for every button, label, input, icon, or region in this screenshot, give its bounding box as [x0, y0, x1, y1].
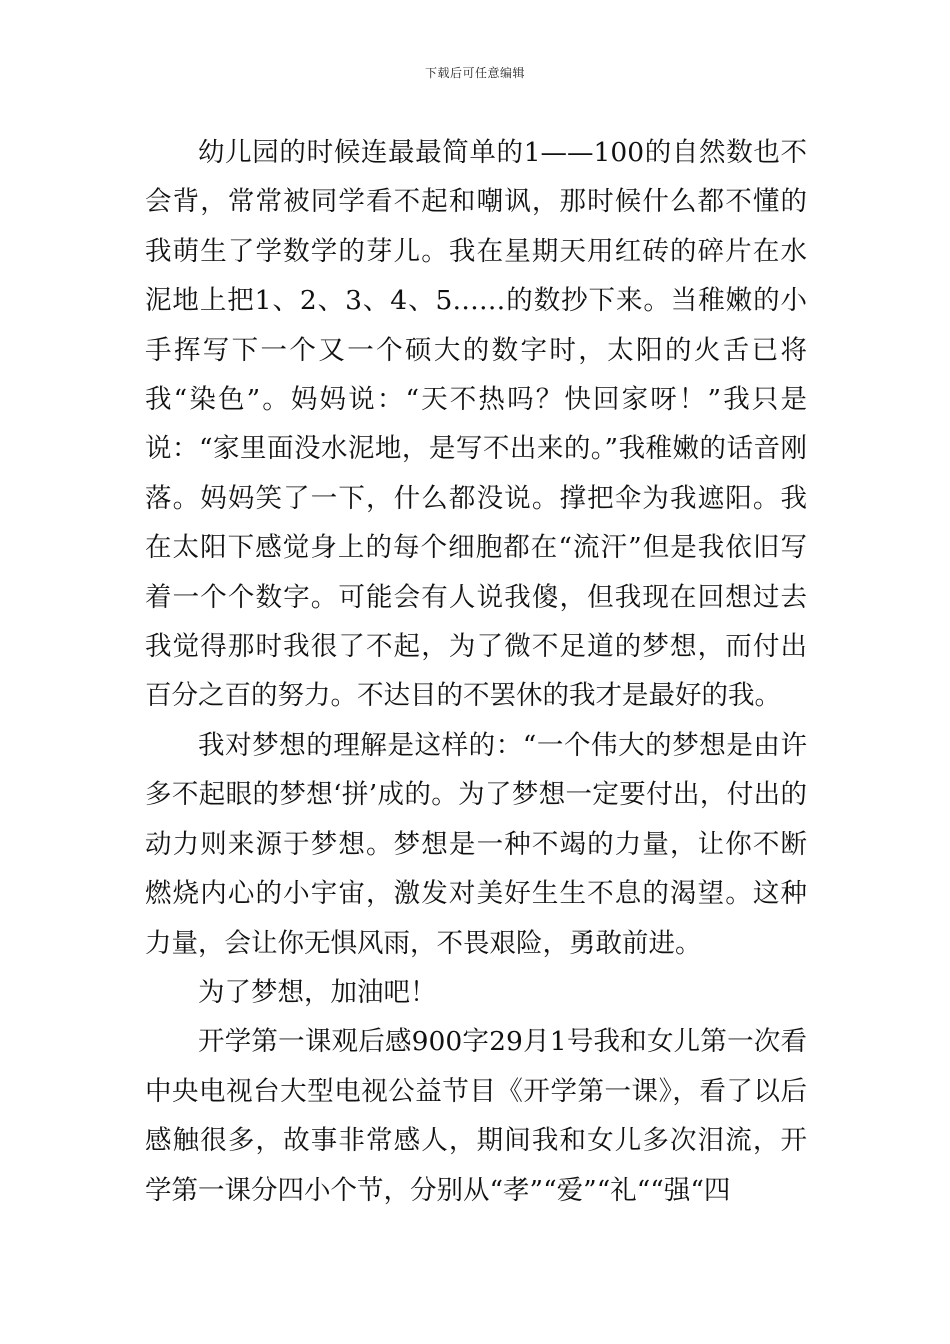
paragraph-3: 为了梦想，加油吧！	[198, 976, 437, 1008]
header-note: 下载后可任意编辑	[424, 66, 525, 80]
paragraph-2: 我对梦想的理解是这样的：“一个伟大的梦想是由许多不起眼的梦想‘拼’成的。为了梦想一定要付出，付出的动力则来源于梦想。梦想是一种不竭的力量，让你不断燃烧内心的小宇宙，激发对美好生生不息的渴望。这种力量，会让你无惧风雨，不畏艰险，勇敢前进。	[145, 729, 807, 959]
document-body	[145, 128, 807, 1215]
paragraph-1: 幼儿园的时候连最最简单的1——100的自然数也不会背，常常被同学看不起和嘲讽，那时候什么都不懂的我萌生了学数学的芽儿。我在星期天用红砖的碎片在水泥地上把1、2、3、4、5……的数抄下来。当稚嫩的小手挥写下一个又一个硕大的数字时，太阳的火舌已将我“染色”。妈妈说：“天不热吗？快回家呀！”我只是说：“家里面没水泥地，是写不出来的。”我稚嫩的话音刚落。妈妈笑了一下，什么都没说。撑把伞为我遮阳。我在太阳下感觉身上的每个细胞都在“流汗”但是我依旧写着一个个数字。可能会有人说我傻，但我现在回想过去我觉得那时我很了不起，为了微不足道的梦想，而付出百分之百的努力。不达目的不罢休的我才是最好的我。	[145, 137, 807, 712]
paragraph-4: 开学第一课观后感900字29月1号我和女儿第一次看中央电视台大型电视公益节目《开学第一课》，看了以后感触很多，故事非常感人，期间我和女儿多次泪流，开学第一课分四小个节，分别从“孝”“爱”“礼““强“四	[145, 1026, 807, 1206]
